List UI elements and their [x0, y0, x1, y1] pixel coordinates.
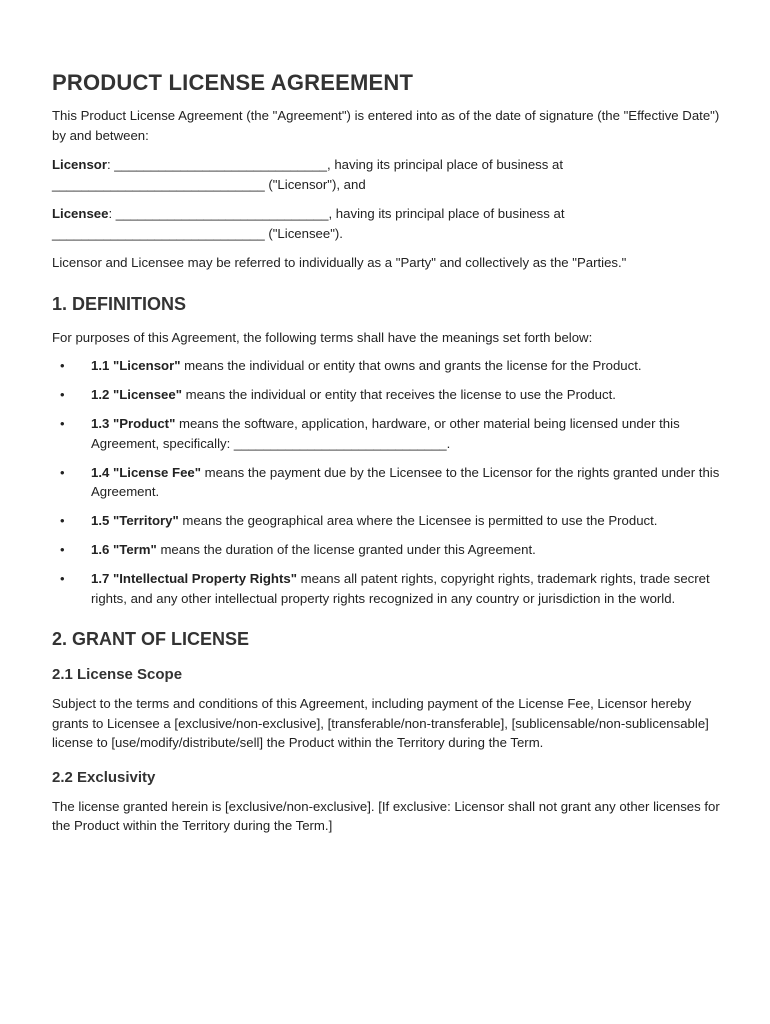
- license-scope-text: Subject to the terms and conditions of this Agreement, including payment of the License Fee, Licensor hereby grants to Licensee a [exclusive/non-exclusive], [transferable/non-transferable], [sublicensable/non-sublicensable] license to [use/modify/distribute/sell] the Product within the Territory during the Term.: [52, 696, 709, 750]
- licensor-paragraph: [52, 155, 720, 194]
- section-definitions-heading: 1. DEFINITIONS: [52, 293, 187, 314]
- definitions-intro: For purposes of this Agreement, the following terms shall have the meanings set forth below:: [52, 329, 593, 345]
- definition-item: [52, 540, 720, 560]
- bullet-icon: •: [60, 571, 65, 586]
- licensee-text: : _____________________________, having its principal place of business at _____________________________ ("Licensee").: [52, 206, 565, 241]
- parties-paragraph: Licensor and Licensee may be referred to individually as a "Party" and collectively as the "Parties.": [52, 255, 627, 270]
- definition-text: means the payment due by the Licensee to the Licensor for the rights granted under this Agreement.: [91, 464, 720, 499]
- exclusivity-text: The license granted herein is [exclusive/non-exclusive]. [If exclusive: Licensor shall not grant any other licenses for the Product within the Territory during the Term.]: [52, 798, 720, 833]
- document-title: PRODUCT LICENSE AGREEMENT: [52, 70, 414, 95]
- bullet-icon: •: [60, 464, 65, 480]
- licensor-label: Licensor: [52, 157, 107, 172]
- definition-text: means the software, application, hardware, or other material being licensed under this Agreement, specifically: _____________________________.: [91, 416, 680, 451]
- bullet-icon: •: [60, 387, 65, 402]
- definition-item: [52, 569, 720, 608]
- bullet-icon: •: [60, 358, 65, 373]
- definition-text: means the individual or entity that receives the license to use the Product.: [181, 387, 616, 402]
- licensee-paragraph: [52, 204, 720, 243]
- definition-text: means the individual or entity that owns and grants the license for the Product.: [180, 358, 642, 373]
- definition-term: 1.3 "Product": [91, 416, 176, 431]
- definition-term: 1.2 "Licensee": [91, 387, 182, 402]
- bullet-icon: •: [60, 416, 65, 431]
- intro-paragraph: This Product License Agreement (the "Agreement") is entered into as of the date of signature (the "Effective Date") by and between:: [52, 108, 720, 143]
- licensee-label: Licensee: [52, 206, 109, 221]
- licensor-text: : _____________________________, having its principal place of business at _____________________________ ("Licensor"), and: [52, 157, 564, 192]
- definition-text: means the duration of the license granted under this Agreement.: [156, 542, 536, 557]
- definition-item: [52, 414, 720, 453]
- document-page: [52, 70, 720, 836]
- definition-text: means all patent rights, copyright rights, trademark rights, trade secret rights, and any other intellectual property rights recognized in any country or jurisdiction in the world.: [91, 571, 710, 606]
- definitions-list: [52, 356, 720, 608]
- definition-item: [52, 511, 720, 531]
- definition-term: 1.6 "Term": [91, 542, 157, 557]
- definition-term: 1.5 "Territory": [91, 513, 179, 528]
- definition-item: [52, 356, 720, 376]
- definition-item: [52, 385, 720, 405]
- definition-term: 1.1 "Licensor": [91, 358, 181, 373]
- bullet-icon: •: [60, 513, 65, 528]
- license-scope-heading: 2.1 License Scope: [52, 666, 183, 683]
- section-grant-heading: 2. GRANT OF LICENSE: [52, 629, 250, 649]
- definition-term: 1.7 "Intellectual Property Rights": [91, 571, 297, 586]
- definition-text: means the geographical area where the Licensee is permitted to use the Product.: [178, 513, 658, 528]
- bullet-icon: •: [60, 542, 65, 557]
- definition-item: [52, 463, 720, 502]
- exclusivity-heading: 2.2 Exclusivity: [52, 768, 156, 786]
- definition-term: 1.4 "License Fee": [91, 464, 202, 480]
